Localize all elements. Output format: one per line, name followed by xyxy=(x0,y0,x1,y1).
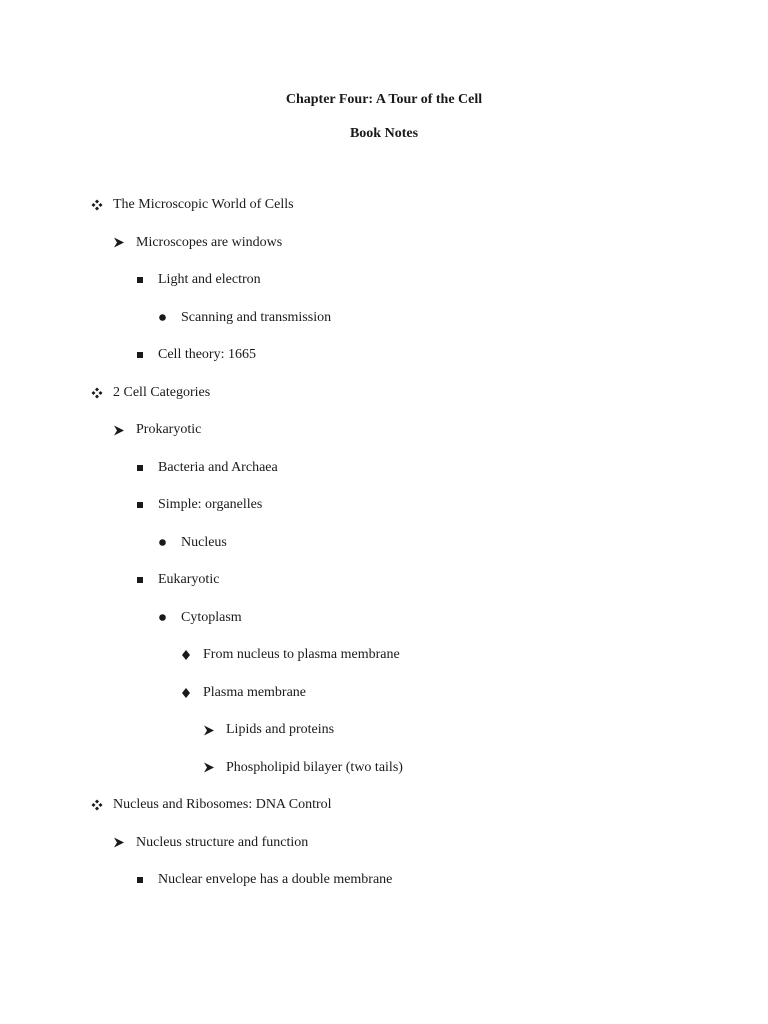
outline-item-text: Nucleus xyxy=(181,534,227,550)
four-diamond-icon xyxy=(89,383,105,403)
outline-item-text: Microscopes are windows xyxy=(136,234,283,250)
outline-item-text: Light and electron xyxy=(158,272,261,287)
outline-item-text: Prokaryotic xyxy=(136,422,202,437)
outline-item-text: Eukaryotic xyxy=(158,572,220,587)
square-bullet-icon xyxy=(132,270,148,290)
diamond-bullet-icon xyxy=(178,645,194,665)
diamond-bullet-icon xyxy=(178,683,194,703)
outline-item-text: Scanning and transmission xyxy=(181,309,332,325)
outline-item-text: 2 Cell Categories xyxy=(113,384,211,400)
outline-item-text: Cytoplasm xyxy=(181,609,242,625)
arrowhead-icon xyxy=(201,758,217,778)
outline-item-text: From nucleus to plasma membrane xyxy=(203,647,400,662)
square-bullet-icon xyxy=(132,458,148,478)
arrowhead-icon xyxy=(201,720,217,740)
square-bullet-icon xyxy=(132,570,148,590)
round-bullet-icon xyxy=(154,533,170,553)
arrowhead-icon xyxy=(111,233,127,253)
outline-item-text: Cell theory: 1665 xyxy=(158,347,256,362)
square-bullet-icon xyxy=(132,495,148,515)
arrowhead-icon xyxy=(111,420,127,440)
arrowhead-icon xyxy=(111,833,127,853)
outline-item-text: Plasma membrane xyxy=(203,684,307,700)
outline-item-text: Bacteria and Archaea xyxy=(158,459,278,475)
outline-item-text: Nucleus and Ribosomes: DNA Control xyxy=(113,797,332,812)
outline-item-text: The Microscopic World of Cells xyxy=(113,197,294,212)
outline-item-text: Lipids and proteins xyxy=(226,722,335,737)
page-subtitle: Book Notes xyxy=(349,126,419,141)
outline-item-text: Nuclear envelope has a double membrane xyxy=(158,872,393,887)
square-bullet-icon xyxy=(132,345,148,365)
round-bullet-icon xyxy=(154,308,170,328)
four-diamond-icon xyxy=(89,195,105,215)
square-bullet-icon xyxy=(132,870,148,890)
outline-item-text: Simple: organelles xyxy=(158,497,263,512)
outline-item-text: Nucleus structure and function xyxy=(136,834,309,850)
outline-item-text: Phospholipid bilayer (two tails) xyxy=(226,759,403,775)
round-bullet-icon xyxy=(154,608,170,628)
page-title: Chapter Four: A Tour of the Cell xyxy=(285,92,483,107)
four-diamond-icon xyxy=(89,795,105,815)
